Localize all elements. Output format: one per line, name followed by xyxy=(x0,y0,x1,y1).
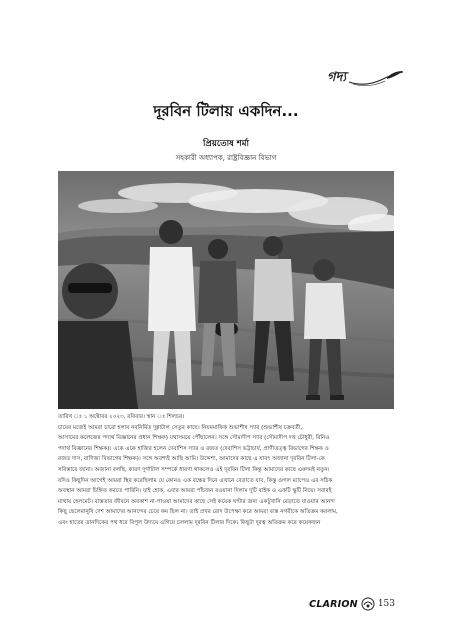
body-line: আসামের কলেজের পদার্থ বিজ্ঞানের প্রধান শিক্ষক) যথাসময়ে পৌঁছালেন। সঙ্গে সৌম্যদীপ স্যার (সৌম্যদীপ দত্ত চৌধুরী, রিনিও xyxy=(58,435,330,442)
clarion-logo: CLARION xyxy=(309,598,358,610)
body-line: সবিস্তারে জানা। অজানা বলছি, কারণ দুর্গাটাল সম্পর্কে ধারণা থাকলেও এই দূরবিন টিলা কিন্তু আমাদের কাছে একদমই নতুন। xyxy=(58,466,330,473)
page-number: 153 xyxy=(377,599,395,609)
article-body xyxy=(58,412,394,529)
body-line: এবং হাতের ডানদিকের পথ ধরে বিপুল উদ্যমে এগিয়ে চললাম দূরবিন টিলার দিকে। কিছুটা দূরত্ব অতিক্রম করে কয়েকজন xyxy=(58,519,321,526)
body-line: মাথায় হেলমেট। ব্যস্ততার জীবনে অবকাশ না-পাওয়া আমাদের কাছে সেই কয়েক ঘণ্টার জন্য একটুখানি বেড়াতে যাওয়ার আনন্দ xyxy=(58,498,335,505)
body-line: অবস্থান আমরা চিহ্নিত করতে পারিনি। যাই হোক, এবার আমরা পাঁচজন রওয়ানা দিলাম দুটি বাইক ও একটি স্কুটি নিয়ে। সবারই xyxy=(58,488,332,495)
group-photo xyxy=(58,171,394,409)
author-designation: সহকারী অধ্যাপক, রাষ্ট্রবিজ্ঞান বিভাগ xyxy=(175,154,277,162)
body-line: কিছু ছেলেমানুষি দেশ আমাদের আনন্দের চেয়ে কম ছিল না। তাই প্রখর রোদ উপেক্ষা করে আমরা ব্যস্ত নগরীকে অতিক্রম করলাম, xyxy=(58,509,338,516)
body-line: তারিখ ঃ ১ অক্টোবর ২০২৩, রবিবার। স্থান ঃ শিলচর। xyxy=(58,414,185,420)
body-line: চায়ের মজেই আমরা চারো হলাম নবনির্মিত দুগ্গাটাল সেতুর কাছে। নিয়মমাফিক শুভাশীষ স্যার (শুভাশীষ চক্রবর্তী, xyxy=(58,424,303,431)
section-tag xyxy=(327,68,402,90)
clarion-emblem-icon xyxy=(361,597,375,611)
section-tag-label: গদ্য xyxy=(327,70,347,85)
author-name: প্রিয়তোষ শর্মা xyxy=(203,139,249,149)
group-photo-illustration xyxy=(58,171,394,409)
body-line: পদার্থ বিজ্ঞানের শিক্ষক)। একে একে হাজির হলেন দেবাশিস স্যার ও রজত (দেবাশিস ভট্টাচার্য, প্রাণীতত্ত্ব বিভাগের শিক্ষক ও xyxy=(58,445,329,452)
article-title: দূরবিন টিলায় একদিন... xyxy=(153,102,299,120)
page-footer xyxy=(309,594,395,614)
body-line: যদিও কিছুদিন আগেই আমরা স্থির করেছিলাম যে কোনও এক বন্ধের দিনে এখানে বেড়াতে যাব, কিন্তু গুগল ম্যাপেও এর সঠিক xyxy=(58,477,333,484)
body-line: রজত দাস, বাণিজ্য বিভাগের শিক্ষক)। সঙ্গে অবশ্যই আছি আমি। উদ্দেশ্য, আমাদের কাছে এ যাবৎ অজানা দূরবিন টিলা-কে xyxy=(58,456,325,463)
quill-flourish-icon xyxy=(347,70,405,88)
